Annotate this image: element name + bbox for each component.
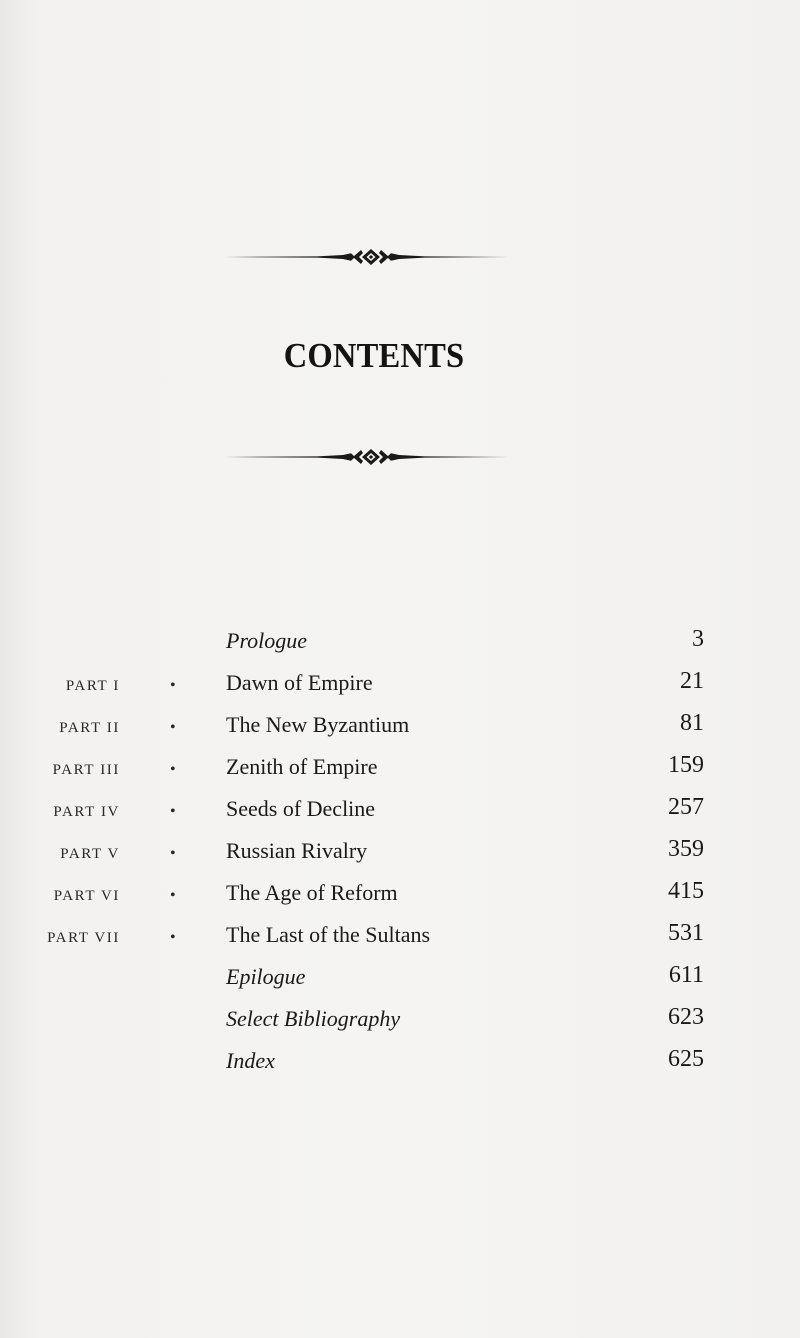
toc-row-bibliography[interactable] — [0, 1002, 800, 1044]
toc-entry-title: Russian Rivalry — [226, 838, 368, 863]
toc-page-number: 623 — [668, 1004, 704, 1030]
toc-page-number: 3 — [692, 626, 704, 652]
toc-row-part-5[interactable] — [0, 834, 800, 876]
toc-entry-title: The New Byzantium — [226, 712, 410, 737]
toc-part-label: PART IV — [53, 804, 120, 820]
toc-entry-title: Epilogue — [226, 964, 306, 989]
toc-part-label: PART II — [59, 720, 120, 736]
toc-row-prologue[interactable] — [0, 624, 800, 666]
top-ornament-icon — [225, 246, 517, 268]
bullet-dot-icon: • — [170, 887, 176, 904]
toc-entry-title: The Last of the Sultans — [226, 922, 431, 947]
toc-page-number: 159 — [668, 752, 704, 778]
bullet-dot-icon: • — [170, 929, 176, 946]
toc-row-part-3[interactable] — [0, 750, 800, 792]
toc-part-label: PART VI — [53, 888, 120, 904]
toc-page-number: 611 — [668, 962, 704, 988]
bullet-dot-icon: • — [170, 845, 176, 862]
page-title: CONTENTS — [283, 336, 465, 375]
toc-entry-title: Dawn of Empire — [226, 670, 373, 695]
toc-page-number: 625 — [668, 1046, 704, 1072]
toc-row-part-2[interactable] — [0, 708, 800, 750]
toc-row-epilogue[interactable] — [0, 960, 800, 1002]
toc-part-label: PART VII — [47, 930, 120, 946]
toc-page-number: 415 — [668, 878, 704, 904]
bottom-ornament-icon — [225, 446, 517, 468]
toc-row-part-1[interactable] — [0, 666, 800, 708]
toc-entry-title: Seeds of Decline — [226, 796, 376, 821]
toc-entry-title: Index — [226, 1048, 275, 1073]
toc-entry-title: Zenith of Empire — [226, 754, 378, 779]
toc-entry-title: The Age of Reform — [226, 880, 398, 905]
toc-page-number: 359 — [668, 836, 704, 862]
toc-part-label: PART III — [52, 762, 120, 778]
bullet-dot-icon: • — [170, 719, 176, 736]
toc-page-number: 81 — [680, 710, 704, 736]
toc-page-number: 257 — [668, 794, 704, 820]
bullet-dot-icon: • — [170, 677, 176, 694]
toc-entry-title: Prologue — [226, 628, 308, 653]
toc-entry-title: Select Bibliography — [226, 1006, 401, 1031]
toc-row-part-4[interactable] — [0, 792, 800, 834]
toc-page-number: 531 — [668, 920, 704, 946]
toc-part-label: PART I — [65, 678, 120, 694]
toc-row-part-6[interactable] — [0, 876, 800, 918]
bullet-dot-icon: • — [170, 803, 176, 820]
toc-row-index[interactable] — [0, 1044, 800, 1086]
bullet-dot-icon: • — [170, 761, 176, 778]
toc-part-label: PART V — [60, 846, 120, 862]
toc-row-part-7[interactable] — [0, 918, 800, 960]
toc-page-number: 21 — [680, 668, 704, 694]
